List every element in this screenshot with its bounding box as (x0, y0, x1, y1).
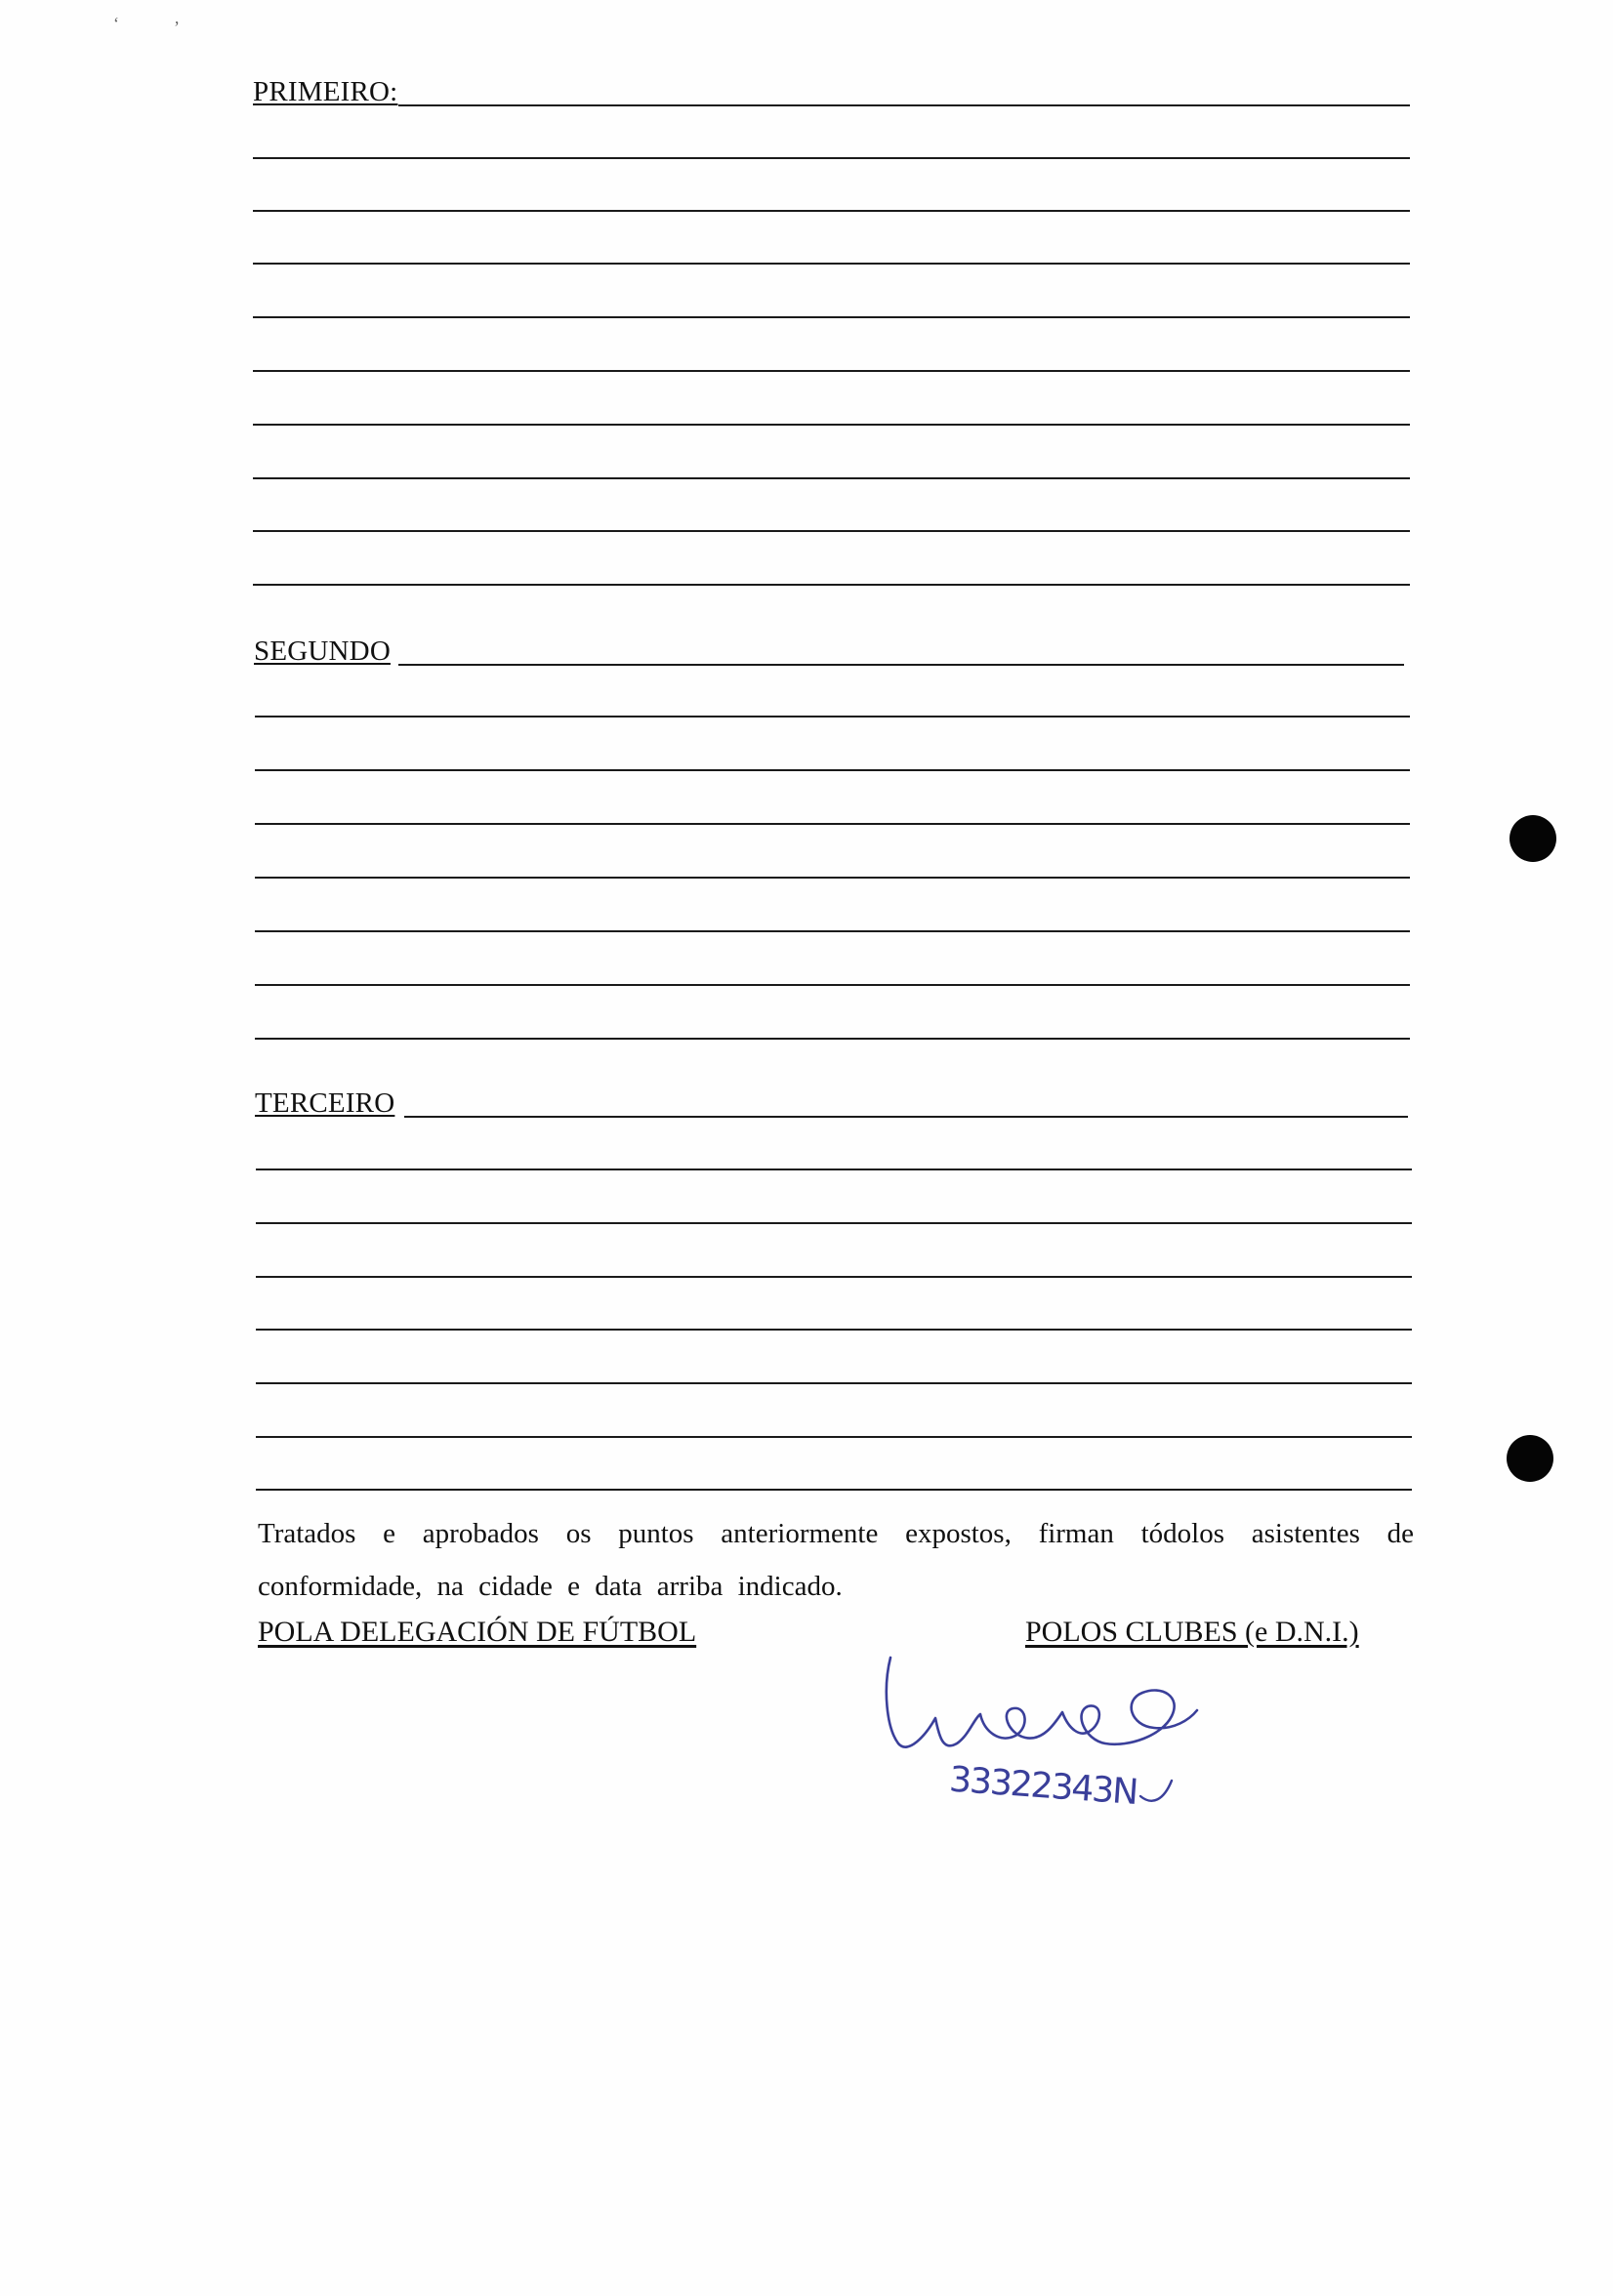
blank-line (256, 1436, 1412, 1438)
blank-line (398, 664, 1404, 666)
blank-line (253, 157, 1410, 159)
blank-line (253, 530, 1410, 532)
blank-line (255, 716, 1410, 718)
clubs-signature-heading: POLOS CLUBES (e D.N.I.) (1025, 1616, 1359, 1648)
blank-line (255, 984, 1410, 986)
club-signature (879, 1650, 1230, 1825)
blank-line (253, 584, 1410, 586)
blank-line (256, 1168, 1412, 1170)
signature-stroke (887, 1658, 1197, 1747)
blank-line (255, 930, 1410, 932)
section-primeiro-label: PRIMEIRO: (253, 76, 398, 107)
blank-line (255, 769, 1410, 771)
section-segundo-label: SEGUNDO (254, 636, 391, 667)
blank-line (255, 823, 1410, 825)
blank-line (256, 1489, 1412, 1491)
punch-hole (1510, 815, 1556, 862)
blank-line (256, 1329, 1412, 1331)
blank-line (253, 424, 1410, 426)
blank-line (398, 104, 1410, 106)
scan-mark-icon: ’ (174, 18, 180, 37)
blank-line (256, 1222, 1412, 1224)
blank-line (253, 370, 1410, 372)
signature-tail-stroke (1140, 1781, 1172, 1801)
blank-line (253, 477, 1410, 479)
punch-hole (1507, 1435, 1553, 1482)
blank-line (404, 1116, 1408, 1118)
scan-mark-icon: ‘ (113, 14, 119, 33)
delegation-signature-heading: POLA DELEGACIÓN DE FÚTBOL (258, 1616, 697, 1648)
club-dni-number: 33322343N (947, 1759, 1138, 1813)
blank-line (256, 1382, 1412, 1384)
blank-line (255, 877, 1410, 879)
blank-line (253, 263, 1410, 265)
blank-line (256, 1276, 1412, 1278)
blank-line (255, 1038, 1410, 1040)
blank-line (253, 210, 1410, 212)
closing-statement: Tratados e aprobados os puntos anteriormente expostos, firman tódolos asistentes de conformidade, na cidade e data arriba indicado. (258, 1518, 1414, 1602)
blank-line (253, 316, 1410, 318)
signature-drawing (879, 1650, 1230, 1825)
section-terceiro-label: TERCEIRO (255, 1087, 395, 1119)
